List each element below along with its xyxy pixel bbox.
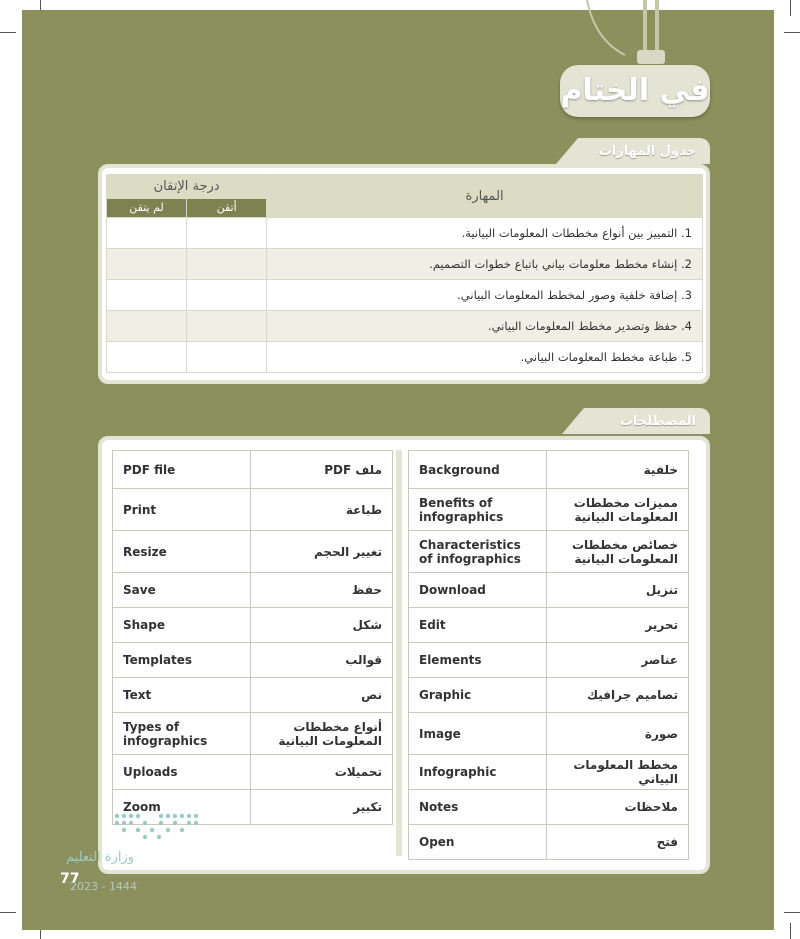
master-checkbox-cell[interactable] [187,218,267,249]
term-english: Elements [409,643,547,678]
not-master-checkbox-cell[interactable] [107,280,187,311]
master-checkbox-cell[interactable] [187,249,267,280]
term-english: Infographic [409,755,547,790]
skills-table [106,174,703,373]
crop-mark [784,32,800,33]
term-row [113,713,393,755]
term-english: Characteristics of infographics [409,531,547,573]
term-arabic: تحميلات [251,755,393,790]
term-row [113,489,393,531]
term-arabic: خصائص مخططات المعلومات البيانية [547,531,689,573]
not-master-column-header: لم يتقن [107,198,187,217]
mastery-column-header: درجة الإتقان [107,175,267,199]
master-column-header: أتقن [187,198,267,217]
crop-mark [0,912,16,913]
term-row [409,573,689,608]
term-english: Benefits of infographics [409,489,547,531]
ministry-name: وزارة التعليم [66,850,135,865]
ministry-logo-icon [65,812,205,848]
term-row [409,489,689,531]
term-arabic: مميزات مخططات المعلومات البيانية [547,489,689,531]
skill-text: 1. التمييز بين أنواع مخططات المعلومات البيانية. [267,218,703,249]
term-english: Shape [113,608,251,643]
skill-row [107,342,703,373]
terms-table-right [408,450,689,860]
chapter-title-badge [560,65,710,117]
terms-section-title: المصطلحات [619,414,696,429]
term-row [113,608,393,643]
crop-mark [0,32,16,33]
term-row [409,608,689,643]
skill-row [107,249,703,280]
term-english: PDF file [113,451,251,489]
term-row [113,531,393,573]
terms-table-left [112,450,393,825]
skill-text: 4. حفظ وتصدير مخطط المعلومات البياني. [267,311,703,342]
term-arabic: حفظ [251,573,393,608]
term-arabic: خلفية [547,451,689,489]
term-row [409,755,689,790]
ministry-year: 2023 - 1444 [70,880,137,893]
term-row [409,713,689,755]
skills-section-tab [578,138,710,164]
chapter-title: في الختام [560,73,710,108]
term-english: Graphic [409,678,547,713]
term-arabic: أنواع مخططات المعلومات البيانية [251,713,393,755]
not-master-checkbox-cell[interactable] [107,342,187,373]
skill-text: 3. إضافة خلفية وصور لمخطط المعلومات البياني. [267,280,703,311]
master-checkbox-cell[interactable] [187,280,267,311]
term-arabic: تغيير الحجم [251,531,393,573]
term-english: Background [409,451,547,489]
term-arabic: مخطط المعلومات البياني [547,755,689,790]
not-master-checkbox-cell[interactable] [107,249,187,280]
crop-mark [790,0,791,16]
term-row [409,678,689,713]
skill-row [107,218,703,249]
term-english: Save [113,573,251,608]
term-row [113,755,393,790]
skills-card [98,164,710,384]
skill-column-header: المهارة [267,175,703,218]
term-arabic: عناصر [547,643,689,678]
terms-section-tab [584,408,710,434]
page-number: 77 [60,871,80,887]
terms-card [98,436,710,874]
column-divider [396,450,402,856]
term-english: Templates [113,643,251,678]
term-row [409,531,689,573]
term-english: Text [113,678,251,713]
term-arabic: قوالب [251,643,393,678]
term-arabic: ملف PDF [251,451,393,489]
term-english: Edit [409,608,547,643]
term-english: Image [409,713,547,755]
term-english: Types of infographics [113,713,251,755]
term-english: Zoom [113,790,251,825]
term-arabic: تنزيل [547,573,689,608]
term-arabic: طباعة [251,489,393,531]
term-row [409,643,689,678]
term-arabic: ملاحظات [547,790,689,825]
skill-text: 2. إنشاء مخطط معلومات بياني باتباع خطوات التصميم. [267,249,703,280]
term-arabic: فتح [547,825,689,860]
skill-text: 5. طباعة مخطط المعلومات البياني. [267,342,703,373]
term-arabic: تصاميم جرافيك [547,678,689,713]
skill-row [107,311,703,342]
term-english: Notes [409,790,547,825]
term-row [409,451,689,489]
term-english: Uploads [113,755,251,790]
term-row [113,451,393,489]
term-english: Open [409,825,547,860]
term-row [113,678,393,713]
skills-section-title: جدول المهارات [598,144,696,159]
term-english: Download [409,573,547,608]
skill-row [107,280,703,311]
master-checkbox-cell[interactable] [187,342,267,373]
term-arabic: تحرير [547,608,689,643]
term-english: Resize [113,531,251,573]
term-row [409,825,689,860]
term-row [409,790,689,825]
term-row [113,643,393,678]
crop-mark [784,912,800,913]
not-master-checkbox-cell[interactable] [107,218,187,249]
crop-mark [790,923,791,939]
term-english: Print [113,489,251,531]
master-checkbox-cell[interactable] [187,311,267,342]
not-master-checkbox-cell[interactable] [107,311,187,342]
term-arabic: شكل [251,608,393,643]
term-row [113,573,393,608]
term-arabic: نص [251,678,393,713]
term-arabic: تكبير [251,790,393,825]
term-arabic: صورة [547,713,689,755]
